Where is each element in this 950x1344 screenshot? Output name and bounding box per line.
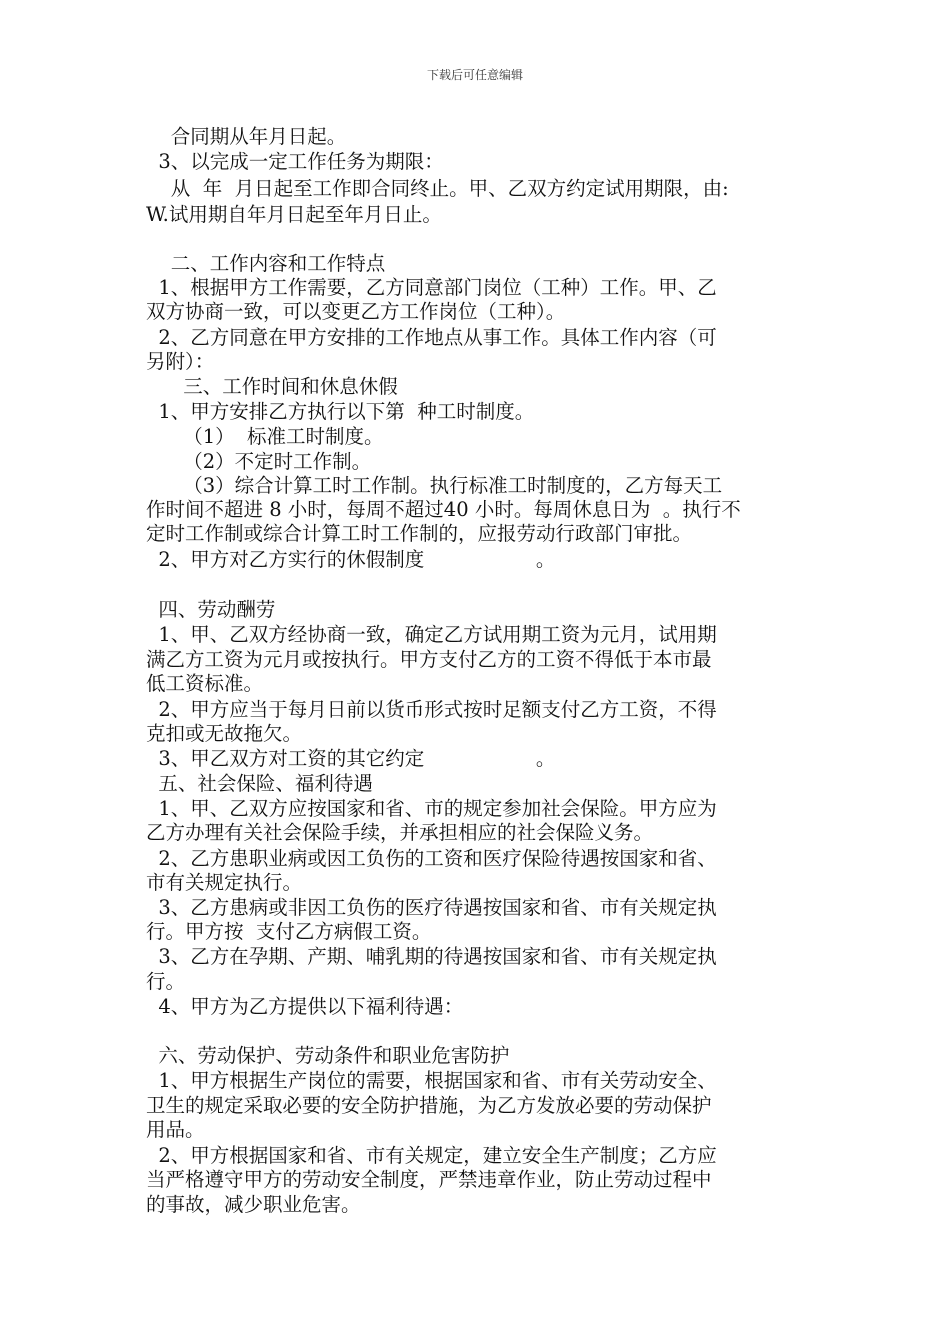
text-line: 双方协商一致，可以变更乙方工作岗位（工种）。 (146, 300, 566, 323)
text-line: 3、乙方患病或非因工负伤的医疗待遇按国家和省、市有关规定执 (146, 896, 717, 919)
text-line: 低工资标准。 (146, 672, 264, 695)
text-line: 合同期从年月日起。 (146, 125, 347, 148)
text-line: 2、甲方根据国家和省、市有关规定，建立安全生产制度；乙方应 (146, 1144, 717, 1167)
text-line: 1、甲方安排乙方执行以下第 种工时制度。 (146, 400, 535, 423)
section-heading: 四、劳动酬劳 (146, 598, 276, 621)
text-line: 市有关规定执行。 (146, 871, 303, 894)
text-line: 3、乙方在孕期、产期、哺乳期的待遇按国家和省、市有关规定执 (146, 945, 717, 968)
text-line: 的事故，减少职业危害。 (146, 1193, 361, 1216)
text-line: 1、甲、乙双方经协商一致，确定乙方试用期工资为元月，试用期 (146, 623, 717, 646)
text-line: 乙方办理有关社会保险手续，并承担相应的社会保险义务。 (146, 821, 654, 844)
text-line: 1、甲方根据生产岗位的需要，根据国家和省、市有关劳动安全、 (146, 1069, 717, 1092)
text-line: 另附）： (146, 350, 215, 373)
text-line: 作时间不超进 8 小时，每周不超过40 小时。每周休息日为 。执行不 (146, 498, 741, 521)
page-header-note: 下载后可任意编辑 (426, 68, 523, 82)
text-line: 1、甲、乙双方应按国家和省、市的规定参加社会保险。甲方应为 (146, 797, 717, 820)
text-line: 4、甲方为乙方提供以下福利待遇： (146, 995, 464, 1018)
text-line: 行。 (146, 970, 186, 993)
text-line: 3、以完成一定工作任务为期限： (146, 150, 444, 173)
text-line: 当严格遵守甲方的劳动安全制度，严禁违章作业，防止劳动过程中 (146, 1168, 712, 1191)
text-line: （3）综合计算工时工作制。执行标准工时制度的，乙方每天工 (146, 474, 723, 497)
text-line: 3、甲乙双方对工资的其它约定 。 (146, 747, 556, 770)
text-line: 从 年 月日起至工作即合同终止。甲、乙双方约定试用期限，由: (146, 177, 729, 200)
text-line: 行。甲方按 支付乙方病假工资。 (146, 920, 432, 943)
text-line: W.试用期自年月日起至年月日止。 (146, 203, 442, 226)
text-line: （1） 标准工时制度。 (146, 425, 384, 448)
text-line: 克扣或无故拖欠。 (146, 722, 303, 745)
text-line: 定时工作制或综合计算工时工作制的，应报劳动行政部门审批。 (146, 522, 693, 545)
text-line: 用品。 (146, 1118, 205, 1141)
text-line: 满乙方工资为元月或按执行。甲方支付乙方的工资不得低于本市最 (146, 648, 712, 671)
text-line: 2、甲方应当于每月日前以货币形式按时足额支付乙方工资，不得 (146, 698, 717, 721)
section-heading: 五、社会保险、福利待遇 (146, 772, 373, 795)
section-heading: 六、劳动保护、劳动条件和职业危害防护 (146, 1044, 510, 1067)
text-line: 2、乙方患职业病或因工负伤的工资和医疗保险待遇按国家和省、 (146, 847, 717, 870)
section-heading: 二、工作内容和工作特点 (146, 252, 386, 275)
text-line: 1、根据甲方工作需要，乙方同意部门岗位（工种）工作。甲、乙 (146, 276, 717, 299)
text-line: 卫生的规定采取必要的安全防护措施，为乙方发放必要的劳动保护 (146, 1094, 712, 1117)
section-heading: 三、工作时间和休息休假 (146, 375, 398, 398)
text-line: （2）不定时工作制。 (146, 450, 372, 473)
text-line: 2、甲方对乙方实行的休假制度 。 (146, 548, 556, 571)
text-line: 2、乙方同意在甲方安排的工作地点从事工作。具体工作内容（可 (146, 326, 717, 349)
